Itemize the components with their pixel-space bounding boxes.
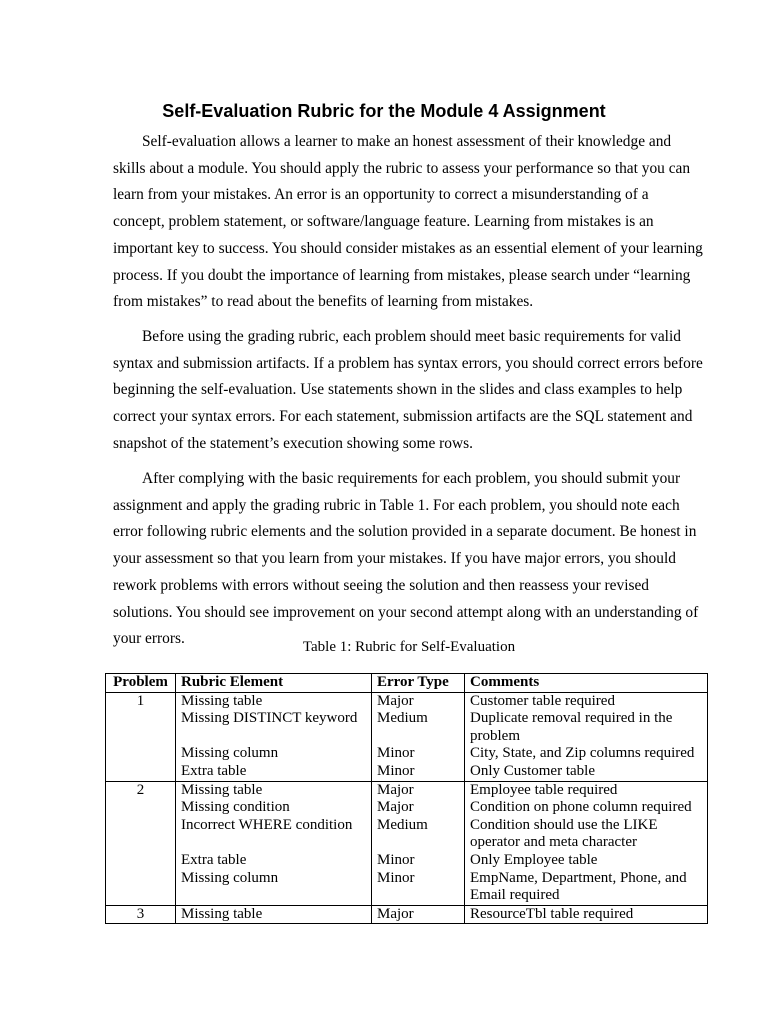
cell-problem: 2: [106, 781, 176, 799]
table-header-row: [106, 674, 708, 693]
table-row: [106, 905, 708, 924]
cell-error-type: Major: [372, 692, 465, 710]
cell-rubric-element: Extra table: [176, 852, 372, 870]
cell-comments: ResourceTbl table required: [465, 905, 708, 924]
cell-rubric-element: Missing table: [176, 692, 372, 710]
cell-comments: EmpName, Department, Phone, and Email required: [465, 870, 708, 906]
cell-comments: Condition on phone column required: [465, 799, 708, 817]
instructions-paragraph: After complying with the basic requirements for each problem, you should submit your assignment and apply the grading rubric in Table 1. For each problem, you should note each error following rubric elements and the solution provided in a separate document. Be honest in your assessment so that you learn from your mistakes. If you have major errors, you should rework problems with errors without seeing the solution and then reassess your revised solutions. You should see improvement on your second attempt along with an understanding of your errors.: [113, 470, 699, 648]
cell-problem: 1: [106, 692, 176, 710]
table-caption: Table 1: Rubric for Self-Evaluation: [302, 639, 516, 655]
cell-comments: Customer table required: [465, 692, 708, 710]
cell-comments: City, State, and Zip columns required: [465, 745, 708, 763]
table-row: [106, 763, 708, 781]
cell-rubric-element: Extra table: [176, 763, 372, 781]
cell-problem: [106, 799, 176, 817]
requirements-paragraph: Before using the grading rubric, each problem should meet basic requirements for valid syntax and submission artifacts. If a problem has syntax errors, you should correct errors before beginning the self-evaluation. Use statements shown in the slides and class examples to help correct your syntax errors. For each statement, submission artifacts are the SQL statement and snapshot of the statement’s execution showing some rows.: [113, 328, 703, 452]
cell-rubric-element: Missing table: [176, 905, 372, 924]
cell-comments: Employee table required: [465, 781, 708, 799]
header-problem: Problem: [106, 674, 176, 693]
header-error-type: Error Type: [372, 674, 465, 693]
cell-problem: 3: [106, 905, 176, 924]
cell-problem: [106, 870, 176, 906]
cell-rubric-element: Incorrect WHERE condition: [176, 817, 372, 852]
header-rubric-element: Rubric Element: [176, 674, 372, 693]
cell-error-type: Medium: [372, 710, 465, 745]
cell-error-type: Minor: [372, 852, 465, 870]
rubric-table: [105, 673, 708, 924]
table-row: [106, 870, 708, 906]
cell-error-type: Minor: [372, 870, 465, 906]
cell-comments: Only Employee table: [465, 852, 708, 870]
cell-error-type: Major: [372, 905, 465, 924]
cell-problem: [106, 763, 176, 781]
cell-problem: [106, 745, 176, 763]
cell-error-type: Minor: [372, 763, 465, 781]
cell-problem: [106, 817, 176, 852]
cell-rubric-element: Missing column: [176, 745, 372, 763]
table-row: [106, 710, 708, 745]
cell-error-type: Major: [372, 799, 465, 817]
cell-error-type: Major: [372, 781, 465, 799]
cell-comments: Only Customer table: [465, 763, 708, 781]
cell-comments: Duplicate removal required in the problem: [465, 710, 708, 745]
table-row: [106, 817, 708, 852]
cell-rubric-element: Missing column: [176, 870, 372, 906]
cell-rubric-element: Missing condition: [176, 799, 372, 817]
table-row: [106, 692, 708, 710]
cell-comments: Condition should use the LIKE operator and meta character: [465, 817, 708, 852]
table-row: [106, 781, 708, 799]
cell-error-type: Minor: [372, 745, 465, 763]
table-row: [106, 852, 708, 870]
table-row: [106, 745, 708, 763]
header-comments: Comments: [465, 674, 708, 693]
table-row: [106, 799, 708, 817]
cell-problem: [106, 710, 176, 745]
intro-paragraph: Self-evaluation allows a learner to make an honest assessment of their knowledge and skills about a module. You should apply the rubric to assess your performance so that you can learn from your mistakes. An error is an opportunity to correct a misunderstanding of a concept, problem statement, or software/language feature. Learning from mistakes is an important key to success. You should consider mistakes as an essential element of your learning process. If you doubt the importance of learning from mistakes, please search under “learning from mistakes” to read about the benefits of learning from mistakes.: [113, 133, 703, 311]
cell-error-type: Medium: [372, 817, 465, 852]
cell-problem: [106, 852, 176, 870]
cell-rubric-element: Missing table: [176, 781, 372, 799]
cell-rubric-element: Missing DISTINCT keyword: [176, 710, 372, 745]
document-title: Self-Evaluation Rubric for the Module 4 Assignment: [162, 101, 606, 121]
